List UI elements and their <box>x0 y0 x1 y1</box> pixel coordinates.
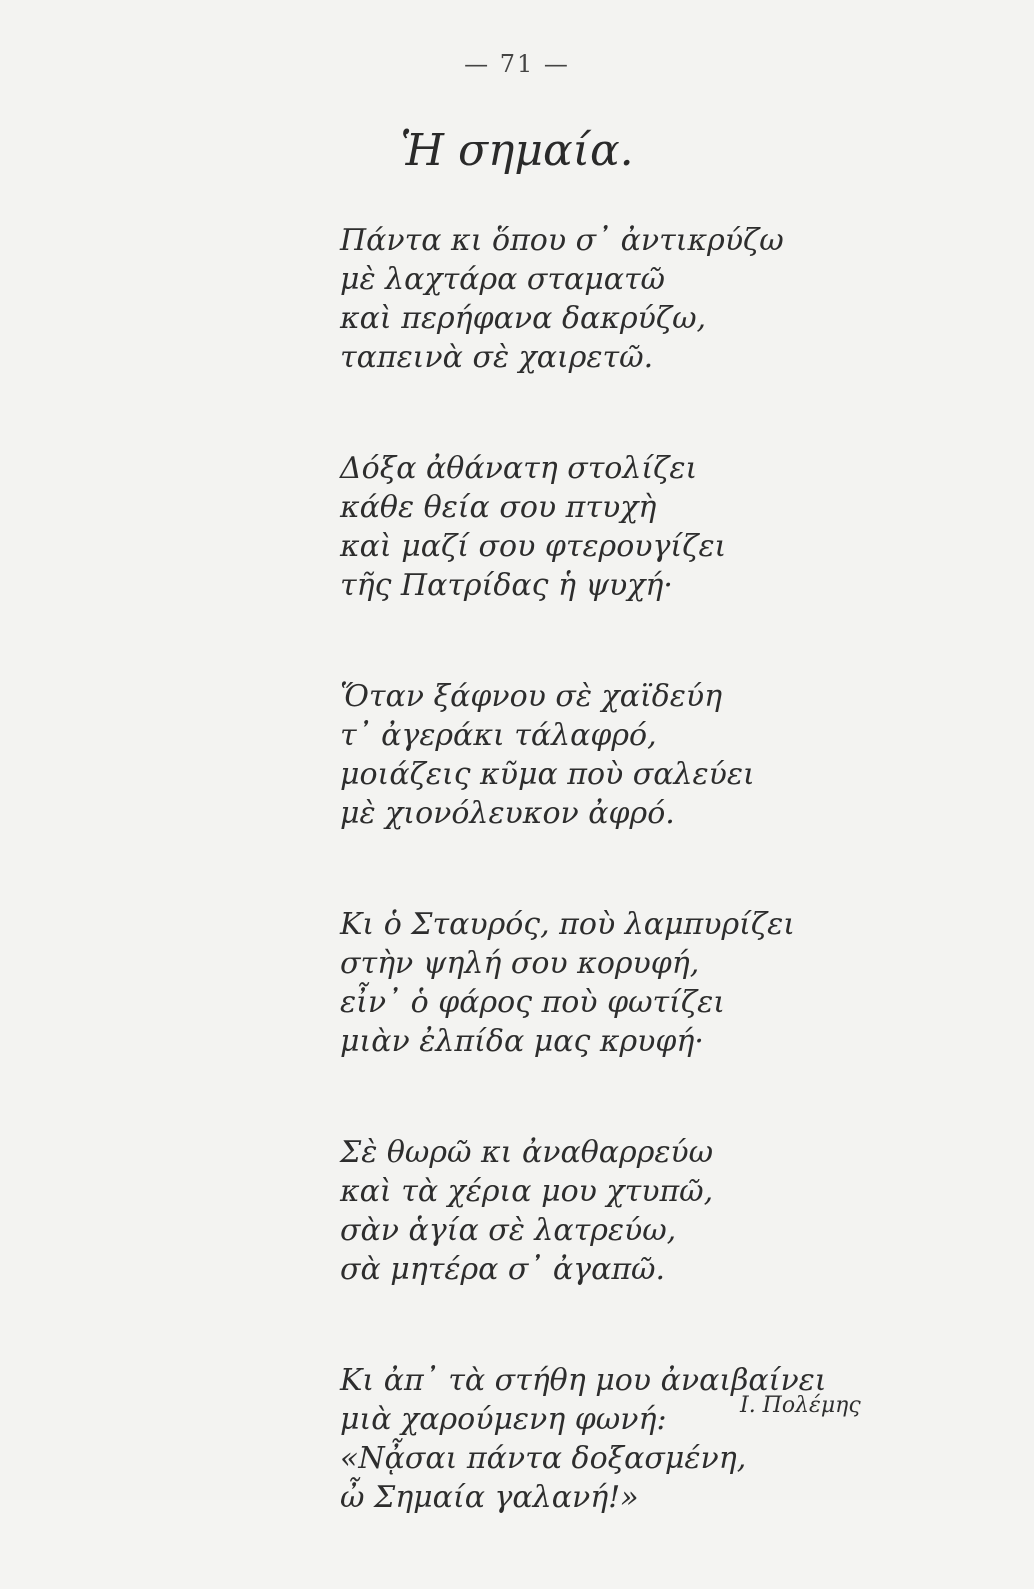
stanza <box>340 1361 900 1517</box>
author-signature: Ι. Πολέμης <box>740 1393 861 1418</box>
poem-body <box>340 221 900 1589</box>
poem-line: κάθε θεία σου πτυχὴ <box>340 490 657 525</box>
poem-line: μιὰν ἐλπίδα μας κρυφή· <box>340 1024 704 1059</box>
poem-line: Κι ὁ Σταυρός, ποὺ λαμπυρίζει <box>340 907 795 942</box>
poem-line: καὶ τὰ χέρια μου χτυπῶ, <box>340 1174 714 1209</box>
stanza <box>340 677 900 833</box>
poem-line: μοιάζεις κῦμα ποὺ σαλεύει <box>340 757 755 792</box>
poem-line: Κι ἀπ᾽ τὰ στήθη μου ἀναιβαίνει <box>340 1363 827 1398</box>
poem-line: στὴν ψηλή σου κορυφή, <box>340 946 700 981</box>
poem-line: εἶν᾽ ὁ φάρος ποὺ φωτίζει <box>340 985 726 1020</box>
poem-line: Σὲ θωρῶ κι ἀναθαρρεύω <box>340 1135 714 1170</box>
stanza <box>340 905 900 1061</box>
poem-line: καὶ μαζί σου φτερουγίζει <box>340 529 727 564</box>
poem-line: Δόξα ἀθάνατη στολίζει <box>340 451 698 486</box>
poem-title: Ἡ σημαία. <box>400 125 634 176</box>
poem-line: Πάντα κι ὅπου σ᾽ ἀντικρύζω <box>340 223 784 258</box>
poem-line: μιὰ χαρούμενη φωνή: <box>340 1402 667 1437</box>
stanza <box>340 1133 900 1289</box>
poem-line: μὲ λαχτάρα σταματῶ <box>340 262 666 297</box>
poem-line: τῆς Πατρίδας ἡ ψυχή· <box>340 568 673 603</box>
poem-line: μὲ χιονόλευκον ἀφρό. <box>340 796 675 831</box>
poem-line: σὰν ἁγία σὲ λατρεύω, <box>340 1213 677 1248</box>
poem-line: ὦ Σημαία γαλανή!» <box>340 1480 639 1515</box>
poem-line: τ᾽ ἀγεράκι τάλαφρό, <box>340 718 657 753</box>
page-number: — 71 — <box>464 50 570 78</box>
stanza <box>340 449 900 605</box>
poem-line: καὶ περήφανα δακρύζω, <box>340 301 707 336</box>
poem-line: ταπεινὰ σὲ χαιρετῶ. <box>340 340 654 375</box>
poem-line: σὰ μητέρα σ᾽ ἀγαπῶ. <box>340 1252 666 1287</box>
poem-line: «Νᾆσαι πάντα δοξασμένη, <box>340 1441 747 1476</box>
poem-line: Ὅταν ξάφνου σὲ χαϊδεύη <box>340 679 723 714</box>
stanza <box>340 221 900 377</box>
